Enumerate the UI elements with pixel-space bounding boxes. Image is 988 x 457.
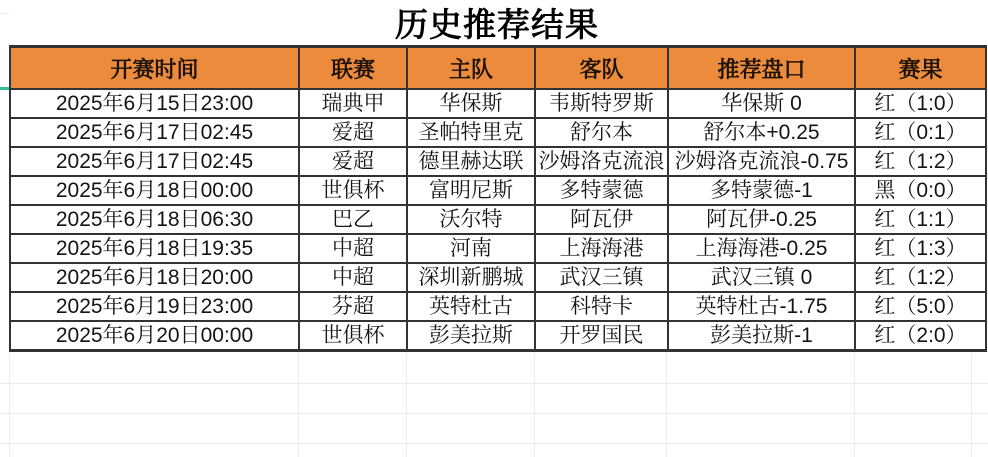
gridline-vertical [534, 353, 535, 457]
cell-away-team[interactable]: 阿瓦伊 [535, 205, 668, 234]
cell-kickoff-time[interactable]: 2025年6月18日20:00 [10, 263, 299, 292]
cell-away-team[interactable]: 武汉三镇 [535, 263, 668, 292]
cell-league[interactable]: 中超 [299, 234, 407, 263]
cell-away-team[interactable]: 多特蒙德 [535, 176, 668, 205]
gridline-horizontal [0, 443, 988, 444]
cell-result[interactable]: 红（2:0） [855, 321, 986, 351]
header-league[interactable]: 联赛 [299, 47, 407, 90]
cell-result[interactable]: 红（1:2） [855, 147, 986, 176]
cell-away-team[interactable]: 韦斯特罗斯 [535, 89, 668, 118]
cell-away-team[interactable]: 上海海港 [535, 234, 668, 263]
cell-home-team[interactable]: 德里赫达联 [407, 147, 535, 176]
cell-kickoff-time[interactable]: 2025年6月17日02:45 [10, 118, 299, 147]
gridline-horizontal [0, 383, 988, 384]
cell-recommendation[interactable]: 阿瓦伊-0.25 [668, 205, 855, 234]
cell-league[interactable]: 爱超 [299, 147, 407, 176]
header-row [10, 47, 986, 90]
table-row [10, 234, 986, 263]
cell-result[interactable]: 红（5:0） [855, 292, 986, 321]
header-away-team[interactable]: 客队 [535, 47, 668, 90]
cell-league[interactable]: 中超 [299, 263, 407, 292]
cell-home-team[interactable]: 英特杜古 [407, 292, 535, 321]
cell-away-team[interactable]: 科特卡 [535, 292, 668, 321]
cell-kickoff-time[interactable]: 2025年6月19日23:00 [10, 292, 299, 321]
gridline-vertical [9, 353, 10, 457]
cell-recommendation[interactable]: 彭美拉斯-1 [668, 321, 855, 351]
header-result[interactable]: 赛果 [855, 47, 986, 90]
cell-league[interactable]: 瑞典甲 [299, 89, 407, 118]
table-row [10, 321, 986, 351]
cell-kickoff-time[interactable]: 2025年6月18日19:35 [10, 234, 299, 263]
cell-league[interactable]: 爱超 [299, 118, 407, 147]
cell-kickoff-time[interactable]: 2025年6月17日02:45 [10, 147, 299, 176]
gridline-vertical [666, 353, 667, 457]
table-row [10, 89, 986, 118]
cell-result[interactable]: 红（1:1） [855, 205, 986, 234]
gridline-horizontal [0, 13, 9, 14]
gridline-horizontal [0, 413, 988, 414]
cell-home-team[interactable]: 富明尼斯 [407, 176, 535, 205]
cell-kickoff-time[interactable]: 2025年6月20日00:00 [10, 321, 299, 351]
cell-recommendation[interactable]: 舒尔本+0.25 [668, 118, 855, 147]
cell-recommendation[interactable]: 上海海港-0.25 [668, 234, 855, 263]
gridline-vertical [971, 353, 972, 457]
table-row [10, 263, 986, 292]
cell-league[interactable]: 芬超 [299, 292, 407, 321]
cell-recommendation[interactable]: 武汉三镇 0 [668, 263, 855, 292]
table-row [10, 205, 986, 234]
cell-home-team[interactable]: 圣帕特里克 [407, 118, 535, 147]
header-kickoff-time[interactable]: 开赛时间 [10, 47, 299, 90]
cell-recommendation[interactable]: 华保斯 0 [668, 89, 855, 118]
header-recommendation[interactable]: 推荐盘口 [668, 47, 855, 90]
gridline-vertical [298, 353, 299, 457]
gridline-vertical [406, 353, 407, 457]
cell-kickoff-time[interactable]: 2025年6月15日23:00 [10, 89, 299, 118]
cell-away-team[interactable]: 舒尔本 [535, 118, 668, 147]
table-row [10, 147, 986, 176]
cell-recommendation[interactable]: 沙姆洛克流浪-0.75 [668, 147, 855, 176]
history-results-table [9, 45, 987, 352]
cell-league[interactable]: 世俱杯 [299, 176, 407, 205]
cell-home-team[interactable]: 深圳新鹏城 [407, 263, 535, 292]
cell-league[interactable]: 世俱杯 [299, 321, 407, 351]
page-title[interactable]: 历史推荐结果 [9, 0, 985, 45]
cell-league[interactable]: 巴乙 [299, 205, 407, 234]
table-row [10, 118, 986, 147]
cell-home-team[interactable]: 彭美拉斯 [407, 321, 535, 351]
cell-away-team[interactable]: 沙姆洛克流浪 [535, 147, 668, 176]
cell-home-team[interactable]: 沃尔特 [407, 205, 535, 234]
cell-result[interactable]: 红（1:3） [855, 234, 986, 263]
cell-kickoff-time[interactable]: 2025年6月18日06:30 [10, 205, 299, 234]
table-row [10, 292, 986, 321]
cell-recommendation[interactable]: 多特蒙德-1 [668, 176, 855, 205]
gridline-vertical [854, 353, 855, 457]
cell-result[interactable]: 红（1:0） [855, 89, 986, 118]
cell-home-team[interactable]: 河南 [407, 234, 535, 263]
cell-recommendation[interactable]: 英特杜古-1.75 [668, 292, 855, 321]
cell-result[interactable]: 黑（0:0） [855, 176, 986, 205]
cell-home-team[interactable]: 华保斯 [407, 89, 535, 118]
header-home-team[interactable]: 主队 [407, 47, 535, 90]
cell-result[interactable]: 红（1:2） [855, 263, 986, 292]
cell-kickoff-time[interactable]: 2025年6月18日00:00 [10, 176, 299, 205]
table-row [10, 176, 986, 205]
cell-away-team[interactable]: 开罗国民 [535, 321, 668, 351]
cell-result[interactable]: 红（0:1） [855, 118, 986, 147]
